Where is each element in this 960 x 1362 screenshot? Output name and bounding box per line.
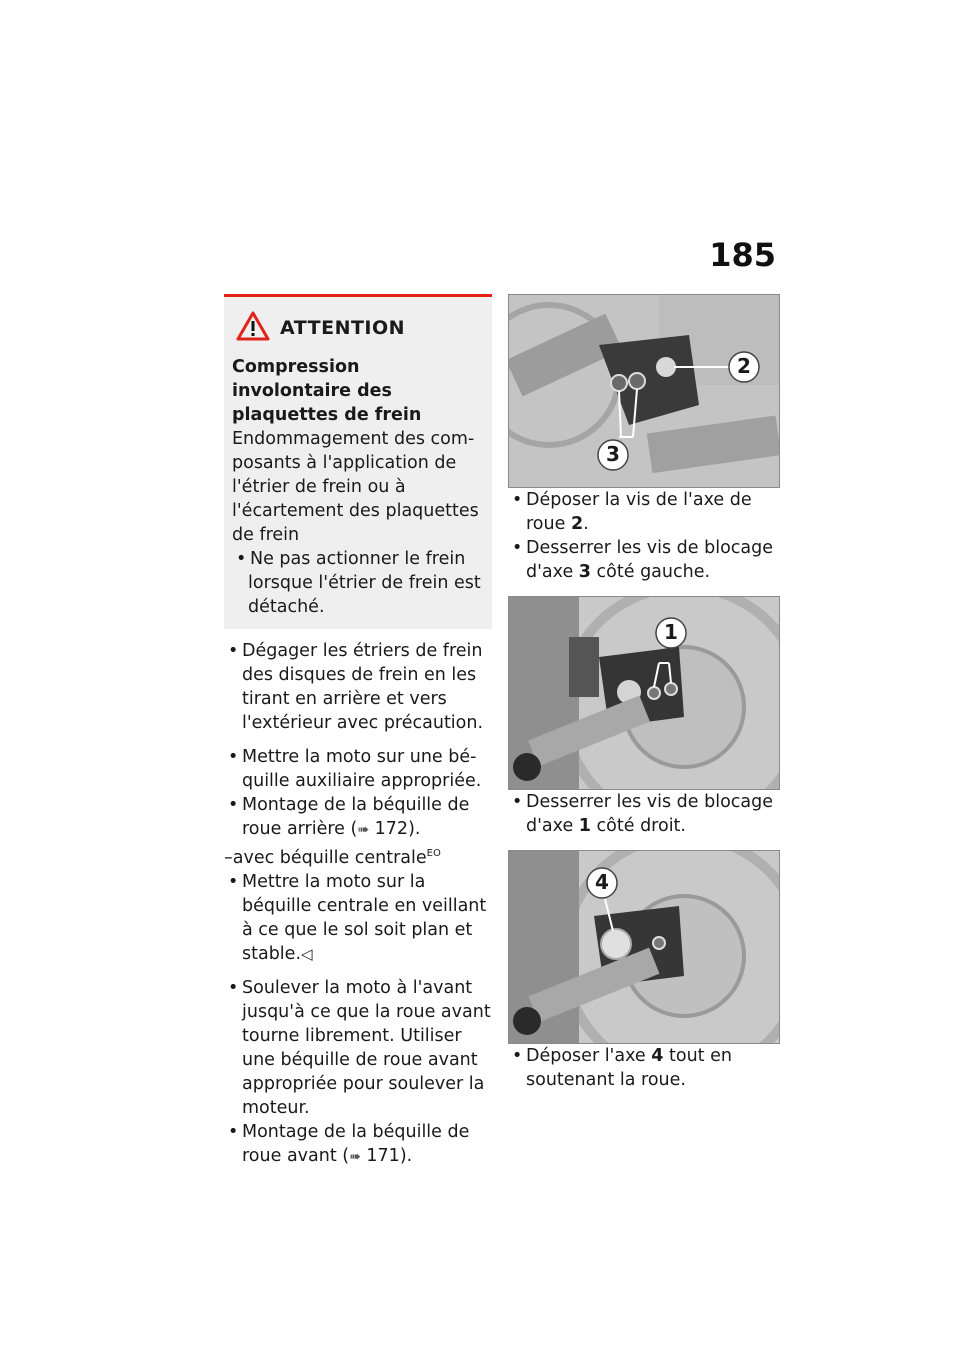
condition-line: –avec béquille centrale$^{EO}$ (224, 847, 441, 868)
page-ref-arrow-icon: ➠ (349, 1148, 361, 1165)
list-item: • Montage de la béquille de roue arrière (➠ 172). (228, 795, 470, 839)
bullet-icon: • (228, 641, 239, 661)
warning-triangle-icon (236, 311, 270, 345)
warning-header (232, 311, 482, 345)
bullet-icon: • (512, 490, 523, 510)
photo-left-axle-screws (508, 294, 780, 488)
list-item: • Soulever la moto à l'avant jusqu'à ce que la roue avant tourne librement. Utiliser une béquille de roue avant appropriée pour soulever la moteur. (228, 977, 491, 1118)
callout-label: 3 (606, 442, 620, 466)
warning-title: ATTENTION (280, 317, 406, 339)
bullet-icon: • (512, 538, 523, 558)
bullet-icon: • (228, 871, 239, 892)
bullet-icon: • (512, 1046, 523, 1066)
callout-label: 4 (595, 870, 609, 894)
page-number: 185 (709, 236, 776, 274)
bullet-icon: • (512, 792, 523, 812)
bullet-icon: • (228, 977, 239, 998)
page-ref-link[interactable]: 172 (374, 819, 409, 839)
photo-axle-removal (508, 850, 780, 1044)
warning-text: Endommagement des composants à l'application de l'étrier de frein ou à l'écartement des plaquettes de frein (232, 429, 479, 545)
warning-bullet: • Ne pas actionner le frein lorsque l'étrier de frein est détaché. (236, 549, 481, 617)
page-ref-link[interactable]: 171 (366, 1145, 400, 1166)
callout-label: 1 (664, 620, 678, 644)
list-item: • Déposer la vis de l'axe de roue 2. (512, 490, 752, 534)
option-code: EO (426, 848, 441, 859)
warning-box (224, 294, 492, 629)
list-item: • Desserrer les vis de blocage d'axe 1 côté droit. (512, 792, 774, 836)
bullet-icon: • (228, 747, 239, 767)
list-item: • Montage de la béquille de roue avant (➠ 171). (228, 1121, 470, 1166)
list-item: • Mettre la moto sur la béquille centrale en veillant à ce que le sol soit plan et stable.◁ (228, 871, 487, 964)
right-column (508, 294, 780, 1092)
photo-right-axle-screws (508, 596, 780, 790)
bullet-icon: • (236, 549, 247, 569)
warning-subtitle: Compression involontaire des plaquettes de frein (232, 357, 422, 425)
left-column (224, 294, 494, 1169)
bullet-icon: • (228, 1121, 239, 1142)
end-mark-icon: ◁ (301, 944, 313, 963)
list-item: • Desserrer les vis de blocage d'axe 3 côté gauche. (512, 538, 774, 582)
list-item: • Dégager les étriers de frein des disques de frein en les tirant en arrière et vers l'extérieur avec précaution. (228, 641, 484, 733)
list-item: • Déposer l'axe 4 tout en soutenant la roue. (512, 1046, 732, 1090)
callout-label: 2 (737, 354, 751, 378)
page-ref-arrow-icon: ➠ (357, 822, 370, 838)
list-item: • Mettre la moto sur une béquille auxiliaire appropriée. (228, 747, 482, 791)
bullet-icon: • (228, 795, 239, 815)
